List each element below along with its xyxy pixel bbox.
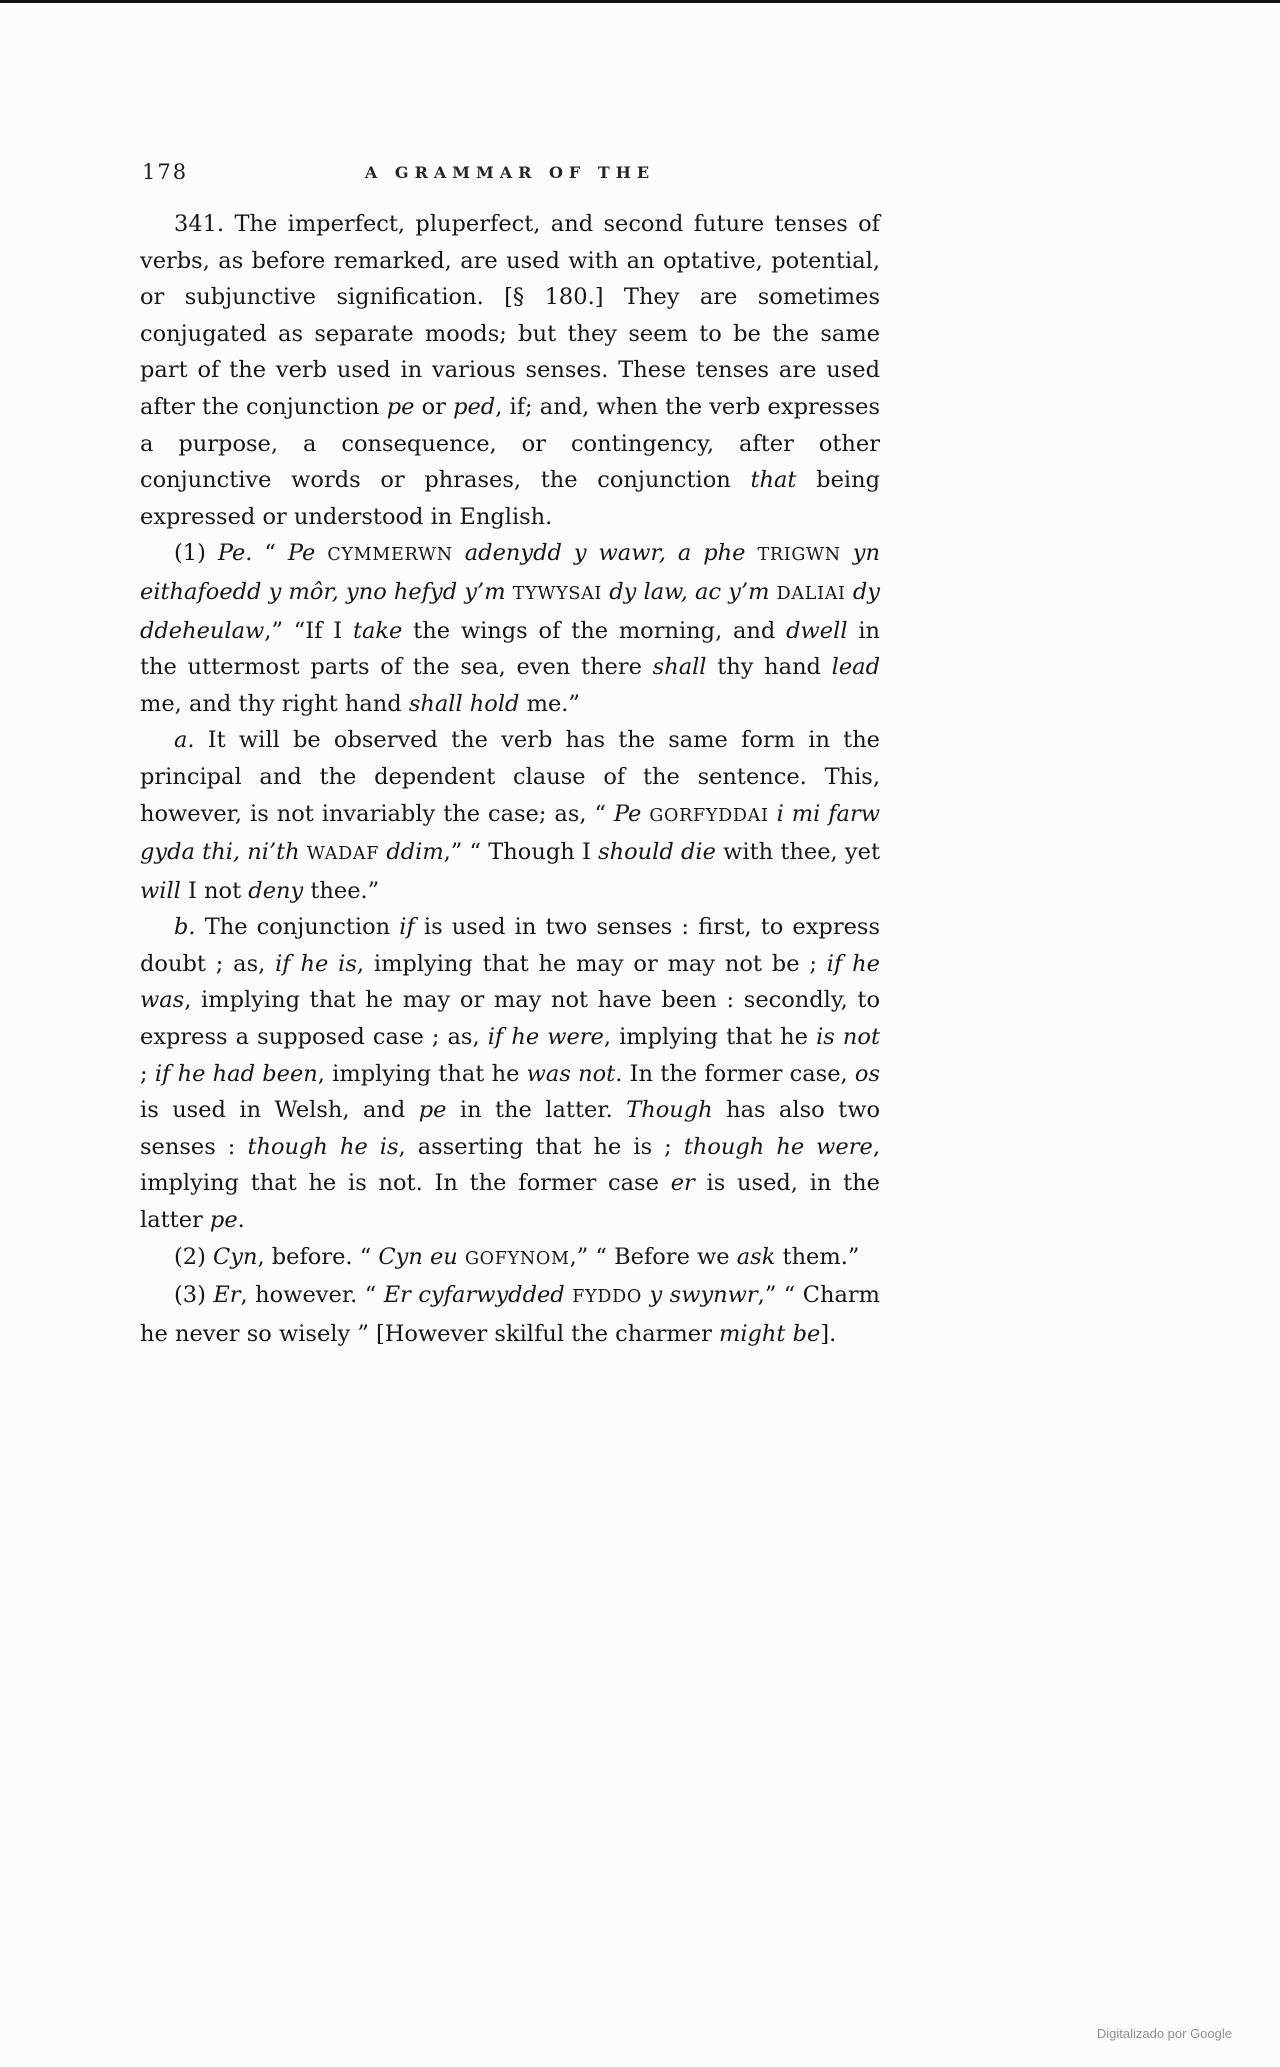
italic-text: Er cyfarwydded [383, 1282, 565, 1309]
small-caps-text: GOFYNOM [464, 1248, 570, 1269]
paragraph [140, 206, 880, 535]
italic-text: was not [526, 1060, 616, 1087]
body-text [846, 579, 853, 605]
body-text: It will be observed the verb has the same form in the principal and the dependent clause of the sentence. This, however, is not invariably the case; as, “ [140, 727, 880, 827]
small-caps-text: WADAF [306, 844, 380, 865]
body-text: , implying that he may or may not have been : secondly, to express a supposed case ; as, [140, 987, 880, 1051]
italic-text: will [140, 877, 181, 904]
body-text [841, 540, 853, 566]
page-number: 178 [142, 160, 189, 184]
body-text [458, 1244, 465, 1270]
body-text: ]. [820, 1320, 837, 1347]
body-text [315, 540, 327, 566]
body-text: The conjunction [195, 914, 400, 941]
italic-text: dwell [786, 617, 848, 644]
italic-text: Cyn [213, 1243, 258, 1270]
body-text: ,” “ Before we [569, 1243, 737, 1270]
body-text: with thee, yet [715, 839, 880, 866]
italic-text: Pe. [217, 540, 253, 567]
italic-text: Er [213, 1282, 241, 1309]
page-text [140, 206, 880, 1352]
small-caps-text: CYMMERWN [327, 545, 453, 566]
body-text [769, 801, 777, 827]
small-caps-text: TRIGWN [757, 545, 841, 566]
scan-watermark: Digitalizado por Google [1096, 2026, 1232, 2041]
scan-edge [0, 0, 1280, 3]
body-text: , implying that he is not. In the former case [140, 1133, 880, 1197]
italic-text: ddim [386, 839, 444, 866]
body-text: 341. The imperfect, pluperfect, and second future tenses of verbs, as before remarked, are used with an optative, potential, or subjunctive signification. [§ 180.] They are sometimes conjugated as separate moods; but they seem to be the same part of the verb used in various senses. These tenses are used after the conjunction [140, 211, 880, 420]
body-text: (2) [174, 1243, 214, 1270]
body-text: the wings of the morning, and [402, 617, 787, 644]
italic-text: Pe [613, 800, 642, 827]
italic-text: might be [719, 1320, 821, 1347]
body-text: . [237, 1207, 245, 1234]
running-title: A GRAMMAR OF THE [364, 163, 656, 182]
body-text: “ [252, 540, 288, 567]
italic-text: shall [652, 654, 707, 681]
body-text [506, 579, 513, 605]
italic-text: Pe [287, 540, 316, 567]
italic-text: pe [209, 1207, 238, 1234]
body-text [745, 540, 757, 566]
italic-text: deny [248, 877, 304, 904]
body-text: is used in two senses : first, to express doubt ; as, [140, 914, 880, 977]
body-text: being expressed or understood in English. [140, 467, 880, 530]
italic-text: dy ddeheulaw [140, 578, 880, 644]
body-text [300, 839, 307, 865]
italic-text: er [670, 1170, 695, 1197]
italic-text: if he were [487, 1024, 604, 1051]
italic-text: if he had been [154, 1060, 318, 1087]
italic-text: though he is [247, 1133, 399, 1160]
body-text: , asserting that he is ; [398, 1133, 684, 1160]
italic-text: a. [174, 727, 195, 754]
page-header [140, 158, 880, 188]
body-text: , implying that he [603, 1024, 817, 1051]
body-text: ,” “ Charm he never so wisely ” [However skilful the charmer [140, 1282, 881, 1347]
body-text: is used, in the latter [140, 1170, 880, 1234]
italic-text: dy law, ac y’m [609, 578, 770, 605]
italic-text: Cyn eu [378, 1243, 458, 1270]
body-text: has also two senses : [140, 1097, 880, 1160]
italic-text: if he was [140, 950, 880, 1014]
italic-text: yn eithafoedd y môr, yno hefyd y’m [140, 540, 880, 605]
body-text: (3) [174, 1282, 214, 1309]
body-text: , before. “ [257, 1243, 379, 1270]
body-text: , implying that he may or may not be ; [356, 950, 827, 977]
small-caps-text: GORFYDDAI [649, 805, 769, 826]
paragraph [140, 909, 880, 1238]
body-text: in the latter. [446, 1097, 627, 1124]
body-text [453, 540, 465, 566]
italic-text: that [750, 467, 797, 494]
italic-text: i mi farw gyda thi, ni’th [140, 800, 880, 866]
small-caps-text: FYDDO [572, 1287, 642, 1308]
paragraph [140, 722, 880, 909]
italic-text: take [352, 617, 403, 644]
italic-text: os [854, 1060, 881, 1087]
body-text: I not [180, 877, 249, 904]
italic-text: pe [386, 393, 415, 420]
body-text: ,” “If I [264, 617, 353, 644]
body-text: (1) [174, 540, 218, 567]
italic-text: if [399, 914, 415, 941]
italic-text: is not [816, 1024, 880, 1051]
body-text: or [414, 393, 454, 420]
body-text: ,” “ Though I [443, 839, 599, 866]
small-caps-text: TYWYSAI [512, 583, 603, 604]
body-text: in the uttermost parts of the sea, even there [140, 617, 881, 681]
paragraph [140, 1239, 880, 1278]
italic-text: shall hold [408, 690, 520, 717]
italic-text: lead [831, 654, 881, 681]
italic-text: b. [174, 914, 196, 941]
body-text: , implying that he [317, 1060, 527, 1087]
italic-text: ask [736, 1243, 776, 1270]
body-text: . In the former case, [615, 1060, 855, 1087]
paragraph [140, 535, 880, 722]
italic-text: adenydd y wawr, a phe [464, 540, 746, 567]
body-text: me, and thy right hand [140, 690, 409, 717]
body-text: , however. “ [240, 1282, 384, 1309]
italic-text: Though [626, 1097, 713, 1124]
italic-text: if he is [275, 950, 357, 977]
italic-text: ped [453, 393, 496, 420]
body-text [769, 579, 776, 605]
body-text: me.” [519, 690, 580, 717]
body-text: ; [140, 1060, 155, 1087]
body-text: thee.” [303, 877, 380, 904]
body-text: , if; and, when the verb expresses a purpose, a consequence, or contingency, after other conjunctive words or phrases, the conjunction [140, 393, 880, 494]
paragraph [140, 1277, 880, 1352]
italic-text: y swynwr [649, 1282, 758, 1309]
body-text: is used in Welsh, and [140, 1097, 419, 1124]
body-text: them.” [775, 1243, 860, 1270]
body-text: thy hand [706, 654, 832, 681]
italic-text: should die [598, 839, 716, 866]
italic-text: though he were [683, 1133, 873, 1160]
italic-text: pe [418, 1097, 447, 1124]
small-caps-text: DALIAI [776, 583, 846, 604]
